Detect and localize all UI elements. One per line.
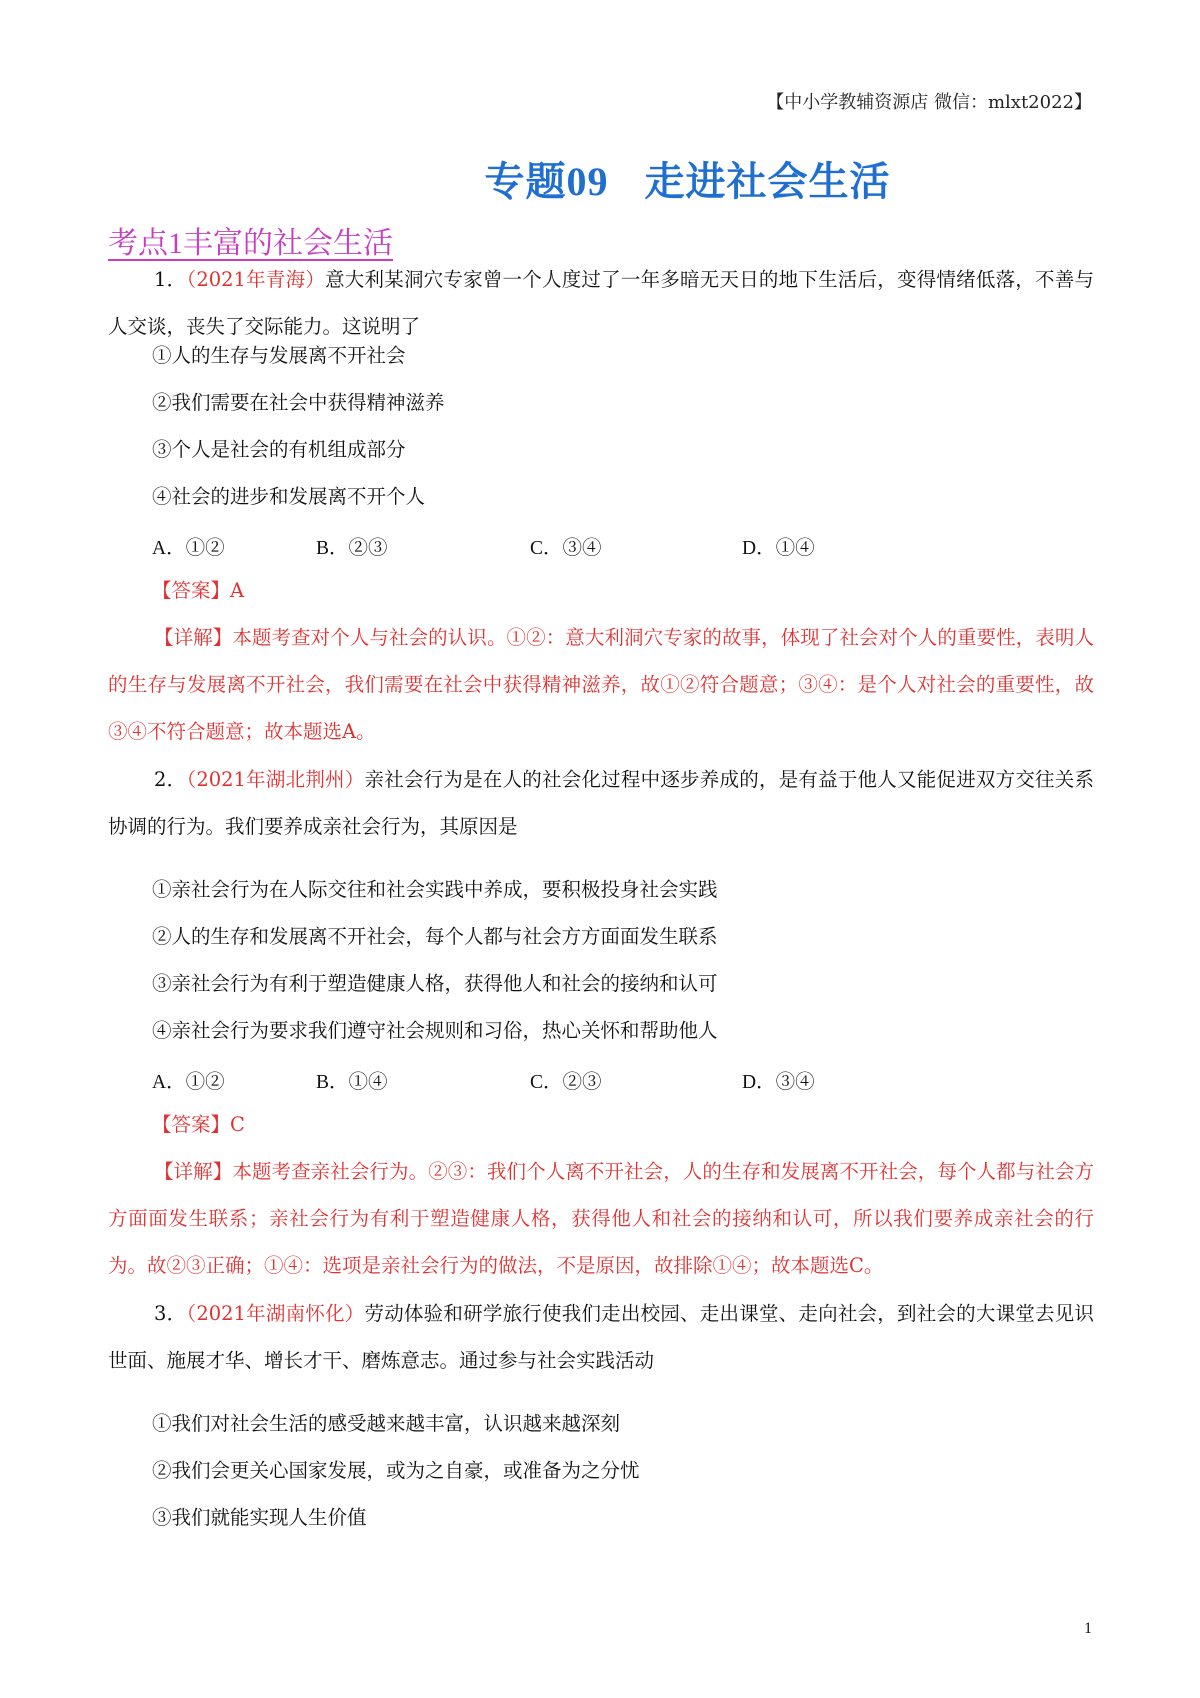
q2-item-1: ①亲社会行为在人际交往和社会实践中养成，要积极投身社会实践 xyxy=(152,878,718,901)
title-number: 09 xyxy=(566,159,609,204)
option-c: C．②③ xyxy=(530,1072,602,1093)
title-text: 走进社会生活 xyxy=(644,159,891,205)
option-d: D．①④ xyxy=(742,538,815,559)
q1-item-1: ①人的生存与发展离不开社会 xyxy=(152,344,406,367)
question-1-stem xyxy=(108,256,1094,350)
option-d: D．③④ xyxy=(742,1072,815,1093)
section-prefix: 考点 xyxy=(108,226,168,261)
q2-item-4: ④亲社会行为要求我们遵守社会规则和习俗，热心关怀和帮助他人 xyxy=(152,1019,718,1042)
question-number: 1． xyxy=(154,268,187,291)
q2-options xyxy=(152,1066,852,1092)
question-number: 2． xyxy=(154,768,187,791)
section-number: 1 xyxy=(168,227,183,260)
q3-item-3: ③我们就能实现人生价值 xyxy=(152,1506,367,1529)
title-prefix: 专题 xyxy=(484,159,567,205)
q1-item-3: ③个人是社会的有机组成部分 xyxy=(152,438,406,461)
q1-item-4: ④社会的进步和发展离不开个人 xyxy=(152,485,426,508)
q1-answer: 【答案】A xyxy=(152,579,245,602)
option-c: C．③④ xyxy=(530,538,602,559)
question-source: （2021年青海） xyxy=(186,268,326,291)
option-b: B．①④ xyxy=(316,1072,388,1093)
question-3-stem xyxy=(108,1290,1094,1384)
question-source: （2021年湖南怀化） xyxy=(186,1302,365,1325)
question-2-stem xyxy=(108,756,1094,850)
q3-item-1: ①我们对社会生活的感受越来越丰富，认识越来越深刻 xyxy=(152,1412,621,1435)
q1-options xyxy=(152,532,852,558)
q2-item-3: ③亲社会行为有利于塑造健康人格，获得他人和社会的接纳和认可 xyxy=(152,972,718,995)
question-text: 劳动体验和研学旅行使我们走出校园、走出课堂、走向社会，到社会的大课堂去见识世面、施展才华、增长才干、磨炼意志。通过参与社会实践活动 xyxy=(108,1302,1094,1372)
page-title xyxy=(0,150,1200,207)
q2-answer: 【答案】C xyxy=(152,1113,245,1136)
question-text: 意大利某洞穴专家曾一个人度过了一年多暗无天日的地下生活后，变得情绪低落，不善与人交谈，丧失了交际能力。这说明了 xyxy=(108,268,1094,338)
page-number: 1 xyxy=(1084,1620,1092,1637)
section-text: 丰富的社会生活 xyxy=(183,226,393,261)
question-text: 亲社会行为是在人的社会化过程中逐步养成的，是有益于他人又能促进双方交往关系协调的行为。我们要养成亲社会行为，其原因是 xyxy=(108,768,1094,838)
q3-item-2: ②我们会更关心国家发展，或为之自豪，或准备为之分忧 xyxy=(152,1459,640,1482)
question-source: （2021年湖北荆州） xyxy=(186,768,365,791)
q1-detail: 【详解】本题考查对个人与社会的认识。①②：意大利洞穴专家的故事，体现了社会对个人的重要性，表明人的生存与发展离不开社会，我们需要在社会中获得精神滋养，故①②符合题意；③④：是个人对社会的重要性，故③④不符合题意；故本题选A。 xyxy=(108,626,1094,743)
option-a: A．①② xyxy=(152,538,225,559)
q2-item-2: ②人的生存和发展离不开社会，每个人都与社会方方面面发生联系 xyxy=(152,925,718,948)
option-b: B．②③ xyxy=(316,538,388,559)
header-note: 【中小学教辅资源店 微信：mlxt2022】 xyxy=(766,92,1092,113)
option-a: A．①② xyxy=(152,1072,225,1093)
question-number: 3． xyxy=(154,1302,187,1325)
q1-item-2: ②我们需要在社会中获得精神滋养 xyxy=(152,391,445,414)
q2-detail: 【详解】本题考查亲社会行为。②③：我们个人离不开社会，人的生存和发展离不开社会，每个人都与社会方方面面发生联系；亲社会行为有利于塑造健康人格，获得他人和社会的接纳和认可，所以我们要养成亲社会的行为。故②③正确；①④：选项是亲社会行为的做法，不是原因，故排除①④；故本题选C。 xyxy=(108,1160,1094,1277)
